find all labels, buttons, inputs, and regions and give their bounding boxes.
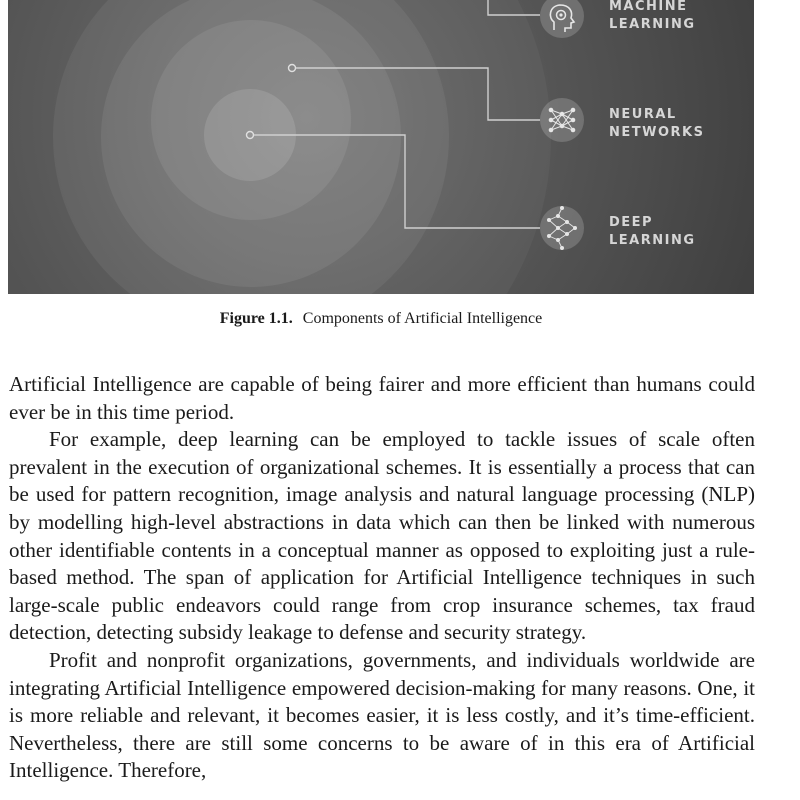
ai-components-figure (8, 0, 754, 294)
label-neural-networks-line1: NEURAL (609, 107, 677, 122)
label-neural-networks-line2: NETWORKS (609, 125, 705, 140)
neural-network-icon (540, 98, 584, 142)
label-machine-learning-line1: MACHINE (609, 0, 688, 14)
figure-caption-text: Components of Artificial Intelligence (302, 310, 543, 327)
label-neural-networks (609, 106, 704, 142)
head-gear-icon (540, 0, 584, 38)
figure-caption (0, 310, 762, 328)
body-text (9, 371, 755, 785)
label-deep-learning-line1: DEEP (609, 215, 654, 230)
paragraph-1: Artificial Intelligence are capable of being fairer and more efficient than humans could ever be in this time period. (9, 372, 755, 424)
paragraph-2: For example, deep learning can be employed to tackle issues of scale often prevalent in the execution of organizational schemes. It is essentially a process that can be used for pattern recognition, image analysis and natural language processing (NLP) by modelling high-level abstractions in data which can then be linked with numerous other identifiable contents in a conceptual manner as opposed to exploiting just a rule-based method. The span of application for Artificial Intelligence techniques in such large-scale public endeavors could range from crop insurance schemes, tax fraud detection, detecting subsidy leakage to defense and security strategy. (9, 427, 755, 645)
figure-caption-number: Figure 1.1. (219, 310, 293, 327)
label-deep-learning-line2: LEARNING (609, 233, 696, 248)
deep-network-icon (540, 206, 584, 250)
label-deep-learning (609, 214, 696, 250)
label-machine-learning-line2: LEARNING (609, 17, 696, 32)
label-machine-learning (609, 0, 696, 34)
paragraph-3: Profit and nonprofit organizations, governments, and individuals worldwide are integrating Artificial Intelligence empowered decision-making for many reasons. One, it is more reliable and relevant, it becomes easier, it is less costly, and it’s time-efficient. Nevertheless, there are still some concerns to be aware of in this era of Artificial Intelligence. Therefore, (9, 647, 755, 783)
